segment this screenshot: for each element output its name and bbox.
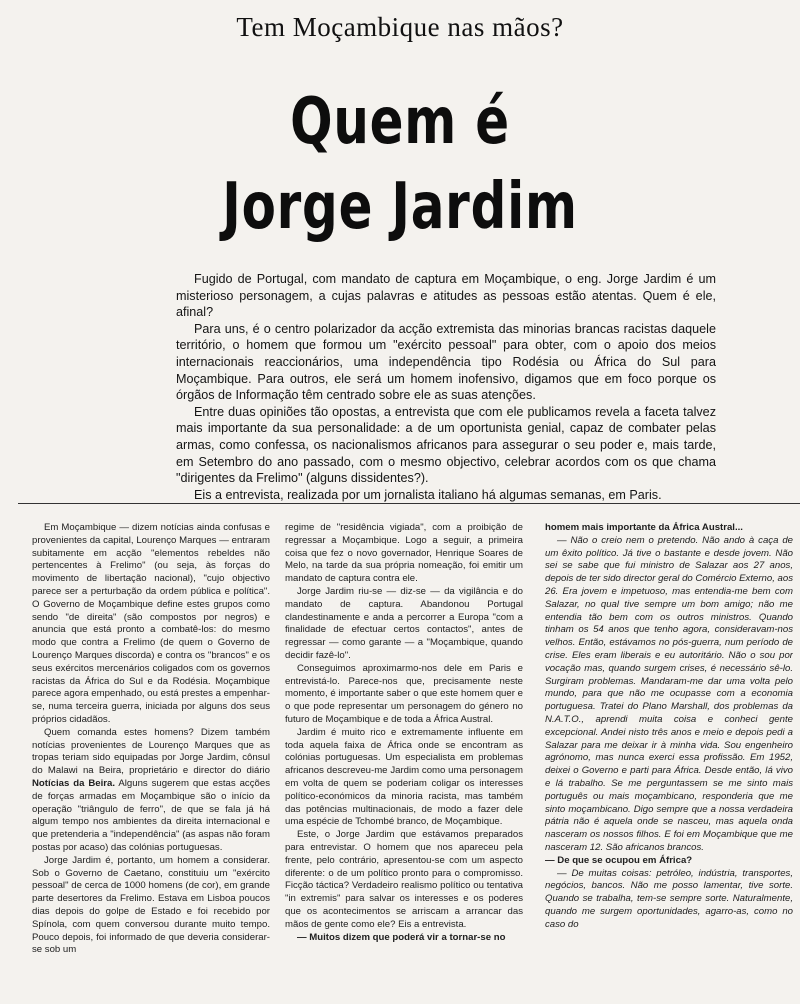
lead-paragraph-3: Entre duas opiniões tão opostas, a entrevista que com ele publicamos revela a faceta talvez mais importante da sua personalidade: a de um oportunista genial, capaz de combater pelas armas, como confessa, os nacionalismos africanos para assegurar o seu poder e, mais tarde, em Setembro do ano passado, com o mesmo objectivo, celebrar acordos com os que chama "dirigentes da Frelimo" (alguns dissidentes?). xyxy=(176,404,716,486)
section-divider xyxy=(18,503,800,504)
kicker-title: Tem Moçambique nas mãos? xyxy=(236,12,564,42)
headline xyxy=(88,80,712,250)
column-2-paragraph-2: Jorge Jardim riu-se — diz-se — da vigilância e do mandato de captura. Abandonou Portugal clandestinamente e anda a percorrer a Europa "com a finalidade de efectuar certos contactos", antes de regressar — como garante — a "Moçambique, quando decidir fazê-lo". xyxy=(285,585,523,661)
column-1-paragraph-2 xyxy=(32,727,270,855)
column-3-answer-1: — Não o creio nem o pretendo. Não ando à caça de um êxito político. Já tive o bastante e desde jovem. Não sei se sabe que fui ministro de Salazar aos 27 anos, depois de ter sido director geral do Comércio Externo, aos 26. Era jovem e impetuoso, mas entendia-me bem com Salazar, no qual tive sempre um bom amigo; não me entendia tão bem com os outros ministros. Quando tinham os 54 anos que tenho agora, consideravam-nos velhos. Então, estávamos no pós-guerra, num período de crise. Eles eram liberais e eu autoritário. Não o sou por vocação mas, quando surgem crises, é necessário sê-lo. Surgiram problemas. Mandaram-me dar uma volta pelo mundo, para que não me ocupasse com a economia portuguesa. Tratei do Plano Marshall, dos problemas da N.A.T.O., aprendi muita coisa e conheci gente excepcional. Andei nisto três anos e meio e depois pedi a Salazar para me deixar ir à minha vida. Sou engenheiro agrónomo, mas nunca exerci essa profissão. Em 1952, deixei o Governo e parti para África. Desde então, lá vivo e lá trabalho. Se me perguntassem se me sinto mais português ou mais moçambicano, responderia que me sinto moçambicano. Digo sempre que a nossa verdadeira pátria não é aquela onde se nasceu, mas aquela onda nasceram os nossos filhos. E foi em Moçambique que me nasceram 12. São africanos brancos. xyxy=(545,534,793,853)
lead-paragraph-2: Para uns, é o centro polarizador da acção extremista das minorias brancas racistas daquele território, o homem que formou um "exército pessoal" para obter, com o apoio dos meios internacionais reaccionários, uma independência tipo Rodésia ou África do Sul para Moçambique. Para outros, ele será um homem inofensivo, digamos que em foco porque os órgãos de Informação têm centrado sobre ele as suas atenções. xyxy=(176,321,716,403)
column-2-paragraph-4: Jardim é muito rico e extremamente influente em toda aquela faixa de África onde se encontram as colónias portuguesas. Um especialista em problemas africanos descreveu-me Jardim como uma personagem em volta de quem se poderiam coligar os interesses político-económicos da minoria racista, mas também das potências multinacionais, de modo a fazer dele uma espécie de Tchombé branco, de Moçambique. xyxy=(285,726,523,828)
article-column-3 xyxy=(545,522,793,1002)
column-2-paragraph-3: Conseguimos aproximarmo-nos dele em Paris e entrevistá-lo. Parece-nos que, precisamente neste momento, é importante saber o que este homem quer e o que pode representar um personagem do género no futuro de Moçambique e de toda a África Austral. xyxy=(285,662,523,725)
article-column-1 xyxy=(32,522,270,1002)
column-3-answer-2: — De muitas coisas: petróleo, indústria, transportes, negócios, bancos. Não me posso lamentar, tive sorte. Quando se trabalha, tem-se sempre sorte. Naturalmente, quando me surgem oportunidades, agarro-as, como no caso do xyxy=(545,867,793,930)
column-2-paragraph-5: Este, o Jorge Jardim que estávamos preparados para entrevistar. O homem que nos apareceu pela frente, pelo contrário, apresentou-se com um aspecto diferente: o de um político pronto para o compromisso. Ficção táctica? Verdadeiro realismo político ou tentativa "in extremis" para salvar os interesses e os poderes que os acontecimentos se arriscam a arrancar das mãos de gente como ele? Eis a entrevista. xyxy=(285,829,523,930)
headline-line-2: Jorge Jardim xyxy=(222,170,578,244)
headline-line-1: Quem é xyxy=(290,85,510,159)
lead-paragraph-4: Eis a entrevista, realizada por um jornalista italiano há algumas semanas, em Paris. xyxy=(194,487,662,502)
lead-paragraph-1: Fugido de Portugal, com mandato de captura em Moçambique, o eng. Jorge Jardim é um misterioso personagem, a cujas palavras e atitudes as pessoas estão atentas. Quem é ele, afinal? xyxy=(176,272,716,320)
article-column-2 xyxy=(285,522,523,1002)
column-1-paragraph-3: Jorge Jardim é, portanto, um homem a considerar. Sob o Governo de Caetano, constituiu um "exército pessoal" de cerca de 1000 homens (de cor), em grande parte desertores da Frelimo. Estava em Lisboa poucos dias depois do golpe de Estado e foi recebido por Spínola, com quem conversou durante muito tempo. Pouco depois, foi informado de que deveria considerar-se sob um xyxy=(32,854,270,956)
column-2-question: — Muitos dizem que poderá vir a tornar-se no xyxy=(297,931,506,943)
column-2-paragraph-1: regime de "residência vigiada", com a proibição de regressar a Moçambique. Logo a seguir, a primeira coisa que fez o novo governador, Henrique Soares de Melo, na tarde da sua própria nomeação, foi emitir um mandato de captura contra ele. xyxy=(285,522,523,585)
lead-intro xyxy=(176,271,716,503)
column-3-question-1: homem mais importante da África Austral... xyxy=(545,522,743,533)
column-1-paragraph-2-text-a: Quem comanda estes homens? Dizem também notícias provenientes de Lourenço Marques que as tropas teriam sido equipadas por Jorge Jardim, cônsul do Malawi na Beira, proprietário e director do diário xyxy=(32,726,270,777)
column-1-paragraph-1: Em Moçambique — dizem notícias ainda confusas e provenientes da capital, Lourenço Marques — entraram subitamente em acção "elementos rebeldes não pertencentes à Frelimo" (ou seja, às forças do movimento de libertação nacional), "cujo objectivo parece ser a perturbação da ordem pública e política". O Governo de Moçambique define estes grupos como sendo "de direita" (são compostos por negros) e anuncia que está pronto a combatê-los: do mesmo modo que contra a Frelimo (de quem o Governo de Lourenço Marques discorda) e contra os "brancos" e os seus exércitos mercenários coligados com os governos racistas da África do Sul e da Rodésia. Moçambique parece agora empenhado, ou está prestes a empenhar-se, numa terceira guerra, iniciada por alguns dos seus próprios cidadãos. xyxy=(32,522,270,725)
column-1-paragraph-2-text-b: Alguns sugerem que estas acções de forças armadas em Moçambique são o início da operação "triângulo de ferro", de que se fala já há algum tempo nos ambientes da direita internacional e que pretenderia a "independência" (as aspas não foram postas por acaso) das colónias portuguesas. xyxy=(32,777,270,853)
newspaper-name: Notícias da Beira. xyxy=(32,777,115,789)
column-3-question-2: — De que se ocupou em África? xyxy=(545,854,693,866)
